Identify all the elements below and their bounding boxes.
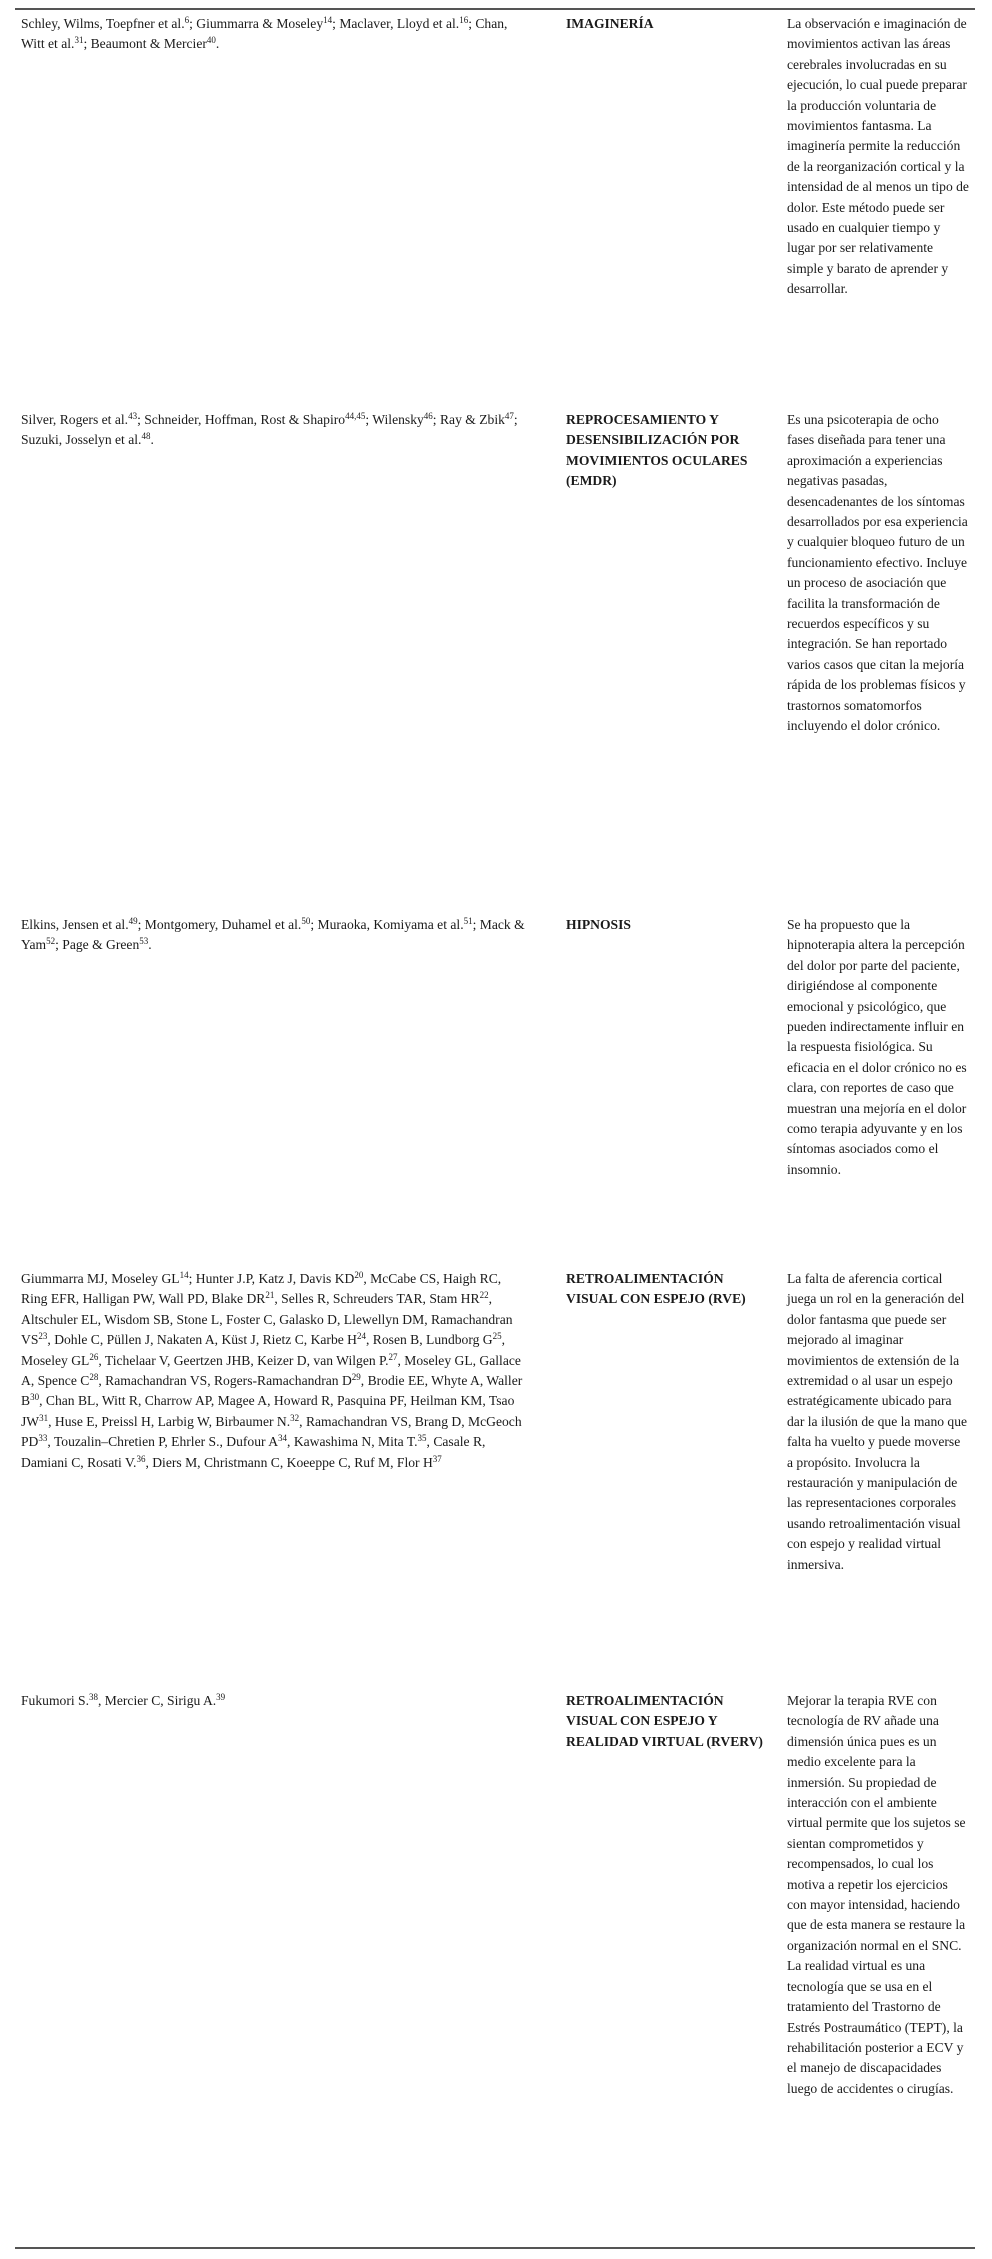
reference-number: 25 xyxy=(492,1331,502,1342)
table-row xyxy=(15,1269,975,1691)
author-text: , Kawashima N, Mita T. xyxy=(287,1434,418,1450)
reference-number: 22 xyxy=(479,1290,489,1301)
author-text: . xyxy=(150,432,154,448)
reference-number: 14 xyxy=(323,15,333,25)
author-text: . xyxy=(148,937,152,953)
reference-number: 27 xyxy=(388,1351,398,1362)
reference-number: 49 xyxy=(128,916,138,926)
author-text: ; Suzuki, Josselyn et al. xyxy=(21,412,518,448)
reference-number: 37 xyxy=(432,1453,442,1464)
authors-cell xyxy=(15,1269,554,1691)
author-text: , Huse E, Preissl H, Larbig W, Birbaumer N. xyxy=(48,1413,291,1429)
table-row xyxy=(15,1691,975,2246)
author-text: Elkins, Jensen et al. xyxy=(21,917,129,932)
author-text: , Moseley GL xyxy=(21,1332,506,1368)
author-text: , Touzalin–Chretien P, Ehrler S., Dufour A xyxy=(47,1434,279,1450)
reference-number: 46 xyxy=(423,411,433,421)
reference-number: 20 xyxy=(354,1270,364,1280)
table-row xyxy=(15,915,975,1269)
author-text: , Chan BL, Witt R, Charrow AP, Magee A, Howard R, Pasquina PF, Heilman KM, Tsao JW xyxy=(21,1393,515,1429)
reference-number: 28 xyxy=(89,1372,99,1383)
reference-number: 35 xyxy=(417,1433,427,1444)
author-text: , Dohle C, Püllen J, Nakaten A, Küst J, Rietz C, Karbe H xyxy=(47,1332,357,1348)
reference-number: 33 xyxy=(38,1433,48,1444)
reference-number: 36 xyxy=(136,1453,146,1464)
author-text: , McCabe CS, Haigh RC, Ring EFR, Halligan PW, Wall PD, Blake DR xyxy=(21,1271,502,1307)
author-text: ; Muraoka, Komiyama et al. xyxy=(310,917,464,932)
author-text: , Ramachandran VS, Rogers-Ramachandran D xyxy=(98,1373,352,1389)
author-text: ; Page & Green xyxy=(55,937,140,953)
author-text: , Ramachandran VS, Brang D, McGeoch PD xyxy=(21,1413,522,1450)
author-text: , Tichelaar V, Geertzen JHB, Keizer D, van Wilgen P. xyxy=(98,1352,389,1368)
author-text: , Rosen B, Lundborg G xyxy=(366,1332,493,1348)
author-text: . xyxy=(215,36,220,52)
table-row xyxy=(15,410,975,915)
reference-number: 38 xyxy=(88,1692,98,1702)
table-row xyxy=(15,8,975,410)
author-text: ; Hunter J.P, Katz J, Davis KD xyxy=(188,1271,355,1286)
technique-cell: RETROALIMENTACIÓN VISUAL CON ESPEJO Y REALIDAD VIRTUAL (RVERV) xyxy=(566,1693,763,1749)
reference-number: 23 xyxy=(38,1331,48,1342)
author-text: ; Wilensky xyxy=(365,412,424,427)
reference-number: 26 xyxy=(89,1351,99,1362)
technique-cell: HIPNOSIS xyxy=(566,917,631,932)
table-bottom-rule xyxy=(15,2247,975,2249)
description-cell: La observación e imaginación de movimientos activan las áreas cerebrales involucradas en su ejecución, lo cual puede preparar la producción voluntaria de movimientos fantasma. La imaginería permite la reducción de la reorganización cortical y la intensidad de al menos un tipo de dolor. Este método puede ser usado en cualquier tiempo y lugar por ser relativamente simple y barato de aprender y desarrollar. xyxy=(787,16,969,297)
reference-number: 24 xyxy=(357,1331,366,1342)
author-text: Giummarra MJ, Moseley GL xyxy=(21,1271,180,1286)
reference-number: 51 xyxy=(463,916,473,926)
author-text: , Altschuler EL, Wisdom SB, Stone L, Foster C, Galasko D, Llewellyn DM, Ramachandran VS xyxy=(21,1291,513,1348)
reference-number: 30 xyxy=(30,1392,40,1403)
authors-cell xyxy=(15,915,554,1269)
author-text: ; Giummarra & Moseley xyxy=(189,16,324,31)
author-text: , Selles R, Schreuders TAR, Stam HR xyxy=(274,1291,480,1307)
reference-number: 29 xyxy=(351,1372,361,1383)
reference-number: 40 xyxy=(206,35,216,46)
reference-number: 21 xyxy=(265,1290,275,1301)
reference-number: 14 xyxy=(179,1270,189,1280)
author-text: , Diers M, Christmann C, Koeeppe C, Ruf M, Flor H xyxy=(145,1454,433,1470)
reference-number: 39 xyxy=(216,1692,226,1702)
author-text: , Casale R, Damiani C, Rosati V. xyxy=(21,1434,486,1470)
authors-cell xyxy=(15,8,554,410)
reference-number: 44,45 xyxy=(345,411,366,421)
technique-cell: RETROALIMENTACIÓN VISUAL CON ESPEJO (RVE) xyxy=(566,1271,746,1307)
reference-number: 47 xyxy=(504,411,514,421)
techniques-table xyxy=(15,8,975,2246)
author-text: ; Ray & Zbik xyxy=(432,412,505,427)
author-text: ; Maclaver, Lloyd et al. xyxy=(332,16,460,31)
author-text: ; Schneider, Hoffman, Rost & Shapiro xyxy=(137,412,346,427)
author-text: , Mercier C, Sirigu A. xyxy=(97,1693,217,1708)
reference-number: 6 xyxy=(184,15,190,25)
authors-cell xyxy=(15,410,554,915)
authors-cell xyxy=(15,1691,554,2246)
description-cell: Se ha propuesto que la hipnoterapia altera la percepción del dolor por parte del paciente, dirigiéndose al componente emocional y psicológico, que pueden indirectamente influir en la respuesta fisiológica. Su eficacia en el dolor crónico no es clara, con reportes de caso que muestran una mejoría en el dolor como terapia adyuvante y en los síntomas asociados como el insomnio. xyxy=(787,917,967,1177)
reference-number: 50 xyxy=(301,916,311,926)
reference-number: 31 xyxy=(39,1412,49,1423)
author-text: ; Montgomery, Duhamel et al. xyxy=(137,917,302,932)
author-text: ; Beaumont & Mercier xyxy=(83,36,207,52)
reference-number: 53 xyxy=(139,936,149,947)
author-text: , Moseley GL, Gallace A, Spence C xyxy=(21,1352,521,1389)
reference-number: 34 xyxy=(278,1433,288,1444)
author-text: ; Mack & Yam xyxy=(21,917,525,953)
technique-cell: IMAGINERÍA xyxy=(566,16,654,31)
reference-number: 52 xyxy=(46,936,56,947)
description-cell: La falta de aferencia cortical juega un rol en la generación del dolor fantasma que puede ser mejorado al imaginar movimientos de extensión de la extremidad o al usar un espejo estratégicamente ubicado para dar la ilusión de que la mano que falta ha vuelto y puede moverse a propósito. Involucra la restauración y manipulación de las representaciones corporales usando retroalimentación visual con espejo y realidad virtual inmersiva. xyxy=(787,1271,968,1572)
author-text: Fukumori S. xyxy=(21,1693,89,1708)
author-text: Schley, Wilms, Toepfner et al. xyxy=(21,16,185,31)
description-cell: Mejorar la terapia RVE con tecnología de RV añade una dimensión única pues es un medio excelente para la inmersión. Su propiedad de interacción con el ambiente virtual permite que los sujetos se sientan comprometidos y recompensados, lo cual los motiva a repetir los ejercicios con mayor intensidad, haciendo que de esta manera se restaure la organización normal en el SNC. La realidad virtual es una tecnología que se usa en el tratamiento del Trastorno de Estrés Postraumático (TEPT), la rehabilitación posterior a ECV y el manejo de discapacidades luego de accidentes o cirugías. xyxy=(787,1693,966,2096)
technique-cell: REPROCESAMIENTO Y DESENSIBILIZACIÓN POR MOVIMIENTOS OCULARES (EMDR) xyxy=(566,412,748,489)
author-text: Silver, Rogers et al. xyxy=(21,412,129,427)
reference-number: 48 xyxy=(141,431,151,442)
description-cell: Es una psicoterapia de ocho fases diseñada para tener una aproximación a experiencias negativas pasadas, desencadenantes de los síntomas desarrollados por esa experiencia y cualquier bloqueo futuro de un funcionamiento efectivo. Incluye un proceso de asociación que facilita la transformación de recuerdos específicos y su integración. Se han reportado varios casos que citan la mejoría rápida de los problemas físicos y trastornos somatomorfos incluyendo el dolor crónico. xyxy=(787,412,968,734)
reference-number: 43 xyxy=(128,411,138,421)
reference-number: 32 xyxy=(290,1412,300,1423)
reference-number: 31 xyxy=(74,35,84,46)
reference-number: 16 xyxy=(459,15,469,25)
author-text: , Brodie EE, Whyte A, Waller B xyxy=(21,1373,523,1409)
author-text: ; Chan, Witt et al. xyxy=(21,16,508,52)
